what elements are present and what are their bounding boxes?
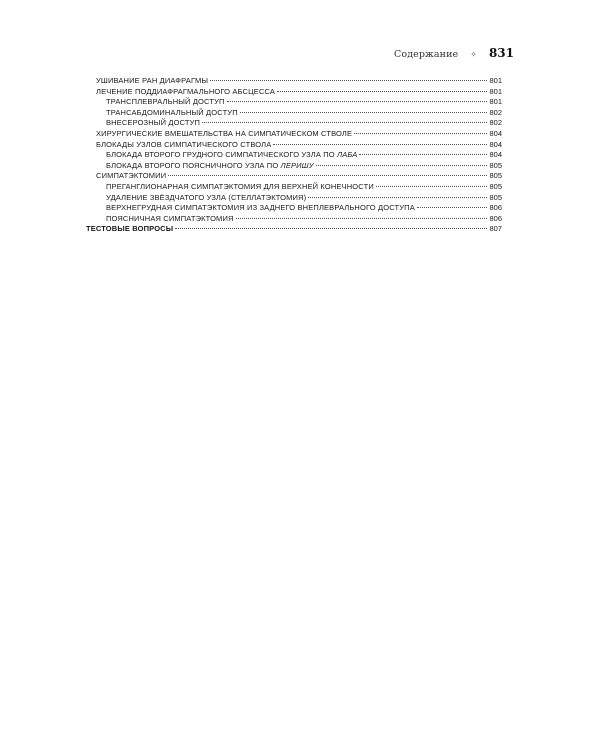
toc-entry-title [106, 97, 225, 108]
toc-entry-title-part: ТЕСТОВЫЕ ВОПРОСЫ [86, 224, 174, 234]
running-head-separator-icon: ✧ [470, 50, 477, 59]
toc-entry[interactable] [86, 224, 502, 235]
toc-entry[interactable] [86, 203, 502, 214]
toc-entry-title [106, 108, 238, 119]
toc-leader-dots [168, 175, 487, 176]
toc-entry-page: 801 [489, 76, 502, 85]
toc-entry-title [106, 203, 415, 214]
toc-entry-title-part: УДАЛЕНИЕ ЗВЁЗДЧАТОГО УЗЛА (СТЕЛЛАТЭКТОМИЯ) [106, 192, 307, 202]
toc-leader-dots [417, 207, 488, 208]
toc-entry-page: 806 [489, 213, 502, 223]
toc-leader-dots [273, 144, 487, 145]
toc-entry[interactable] [86, 214, 502, 225]
toc-entry[interactable] [86, 150, 502, 161]
toc-entry-page: 802 [489, 118, 502, 128]
toc-entry-title-part: ВНЕСЕРОЗНЫЙ ДОСТУП [106, 118, 201, 128]
toc-entry-title [96, 129, 352, 140]
toc-entry-title [106, 161, 314, 172]
toc-entry-title [106, 193, 306, 204]
toc-entry-title [106, 182, 374, 193]
toc-entry-page: 802 [489, 107, 502, 117]
page-number: 831 [488, 46, 514, 60]
toc-entry-title [96, 140, 271, 151]
toc-entry-title [96, 76, 208, 87]
toc-leader-dots [202, 122, 487, 123]
toc-entry[interactable] [86, 97, 502, 108]
toc-entry-page: 805 [489, 192, 502, 202]
toc-leader-dots [376, 186, 488, 187]
toc-entry[interactable] [86, 182, 502, 193]
toc-entry-page: 801 [489, 86, 502, 96]
toc-entry-title-part: БЛОКАДЫ УЗЛОВ СИМПАТИЧЕСКОГО СТВОЛА [96, 139, 272, 149]
toc-entry-title [86, 224, 173, 235]
toc-entry-title-part: ВЕРХНЕГРУДНАЯ СИМПАТЭКТОМИЯ ИЗ ЗАДНЕГО ВНЕПЛЕВРАЛЬНОГО ДОСТУПА [106, 203, 415, 213]
toc-entry-page: 805 [489, 160, 502, 170]
toc-entry-page: 805 [489, 181, 502, 191]
toc-entry-title-part: ХИРУРГИЧЕСКИЕ ВМЕШАТЕЛЬСТВА НА СИМПАТИЧЕСКОМ СТВОЛЕ [96, 128, 353, 138]
toc-entry[interactable] [86, 118, 502, 129]
toc-entry-title [106, 118, 200, 129]
toc-entry-page: 801 [489, 97, 502, 107]
toc-entry-title [96, 171, 166, 182]
toc-entry[interactable] [86, 193, 502, 204]
toc-leader-dots [240, 112, 488, 113]
toc-leader-dots [359, 154, 487, 155]
toc-entry-page: 804 [489, 139, 502, 149]
toc-entry-title-part: ПРЕГАНГЛИОНАРНАЯ СИМПАТЭКТОМИЯ ДЛЯ ВЕРХНЕЙ КОНЕЧНОСТИ [106, 181, 374, 191]
toc-leader-dots [210, 80, 487, 81]
toc-entry-title-italic-part: ЛЕРИШУ [280, 160, 314, 170]
toc-leader-dots [354, 133, 487, 134]
toc-entry-page: 807 [489, 224, 502, 234]
toc-entry-title-italic-part: ЛАБА [336, 150, 358, 160]
toc-entry-title-part: ТРАНСАБДОМИНАЛЬНЫЙ ДОСТУП [106, 107, 238, 117]
toc-entry-title-part: ЛЕЧЕНИЕ ПОДДИАФРАГМАЛЬНОГО АБСЦЕССА [96, 86, 276, 96]
toc-entry-page: 804 [489, 150, 502, 160]
toc-leader-dots [316, 165, 488, 166]
toc-entry-page: 804 [489, 128, 502, 138]
toc-entry-title-part: ТРАНСПЛЕВРАЛЬНЫЙ ДОСТУП [106, 97, 225, 107]
toc-entry-title-part: ПОЯСНИЧНАЯ СИМПАТЭКТОМИЯ [106, 213, 234, 223]
toc-leader-dots [227, 101, 488, 102]
toc-entry-title [106, 150, 357, 161]
toc-entry-page: 806 [489, 203, 502, 213]
toc-leader-dots [277, 91, 487, 92]
toc-entry-title [96, 87, 275, 98]
toc-entry[interactable] [86, 76, 502, 87]
running-head [394, 46, 514, 60]
toc-entry[interactable] [86, 161, 502, 172]
toc-entry[interactable] [86, 140, 502, 151]
toc-entry[interactable] [86, 87, 502, 98]
toc-leader-dots [175, 228, 487, 229]
toc-entry[interactable] [86, 108, 502, 119]
running-head-title: Содержание [394, 49, 459, 60]
toc-entry-title-part: УШИВАНИЕ РАН ДИАФРАГМЫ [96, 76, 209, 85]
toc-entry-title-part: СИМПАТЭКТОМИИ [96, 171, 167, 181]
toc-entry-title-part: БЛОКАДА ВТОРОГО ПОЯСНИЧНОГО УЗЛА ПО [106, 160, 281, 170]
toc-leader-dots [308, 197, 487, 198]
toc-leader-dots [236, 218, 488, 219]
toc-entry-page: 805 [489, 171, 502, 181]
toc-entry[interactable] [86, 171, 502, 182]
toc-entry[interactable] [86, 129, 502, 140]
toc-entry-title [106, 214, 234, 225]
table-of-contents [86, 76, 502, 235]
toc-entry-title-part: БЛОКАДА ВТОРОГО ГРУДНОГО СИМПАТИЧЕСКОГО УЗЛА ПО [106, 150, 337, 160]
